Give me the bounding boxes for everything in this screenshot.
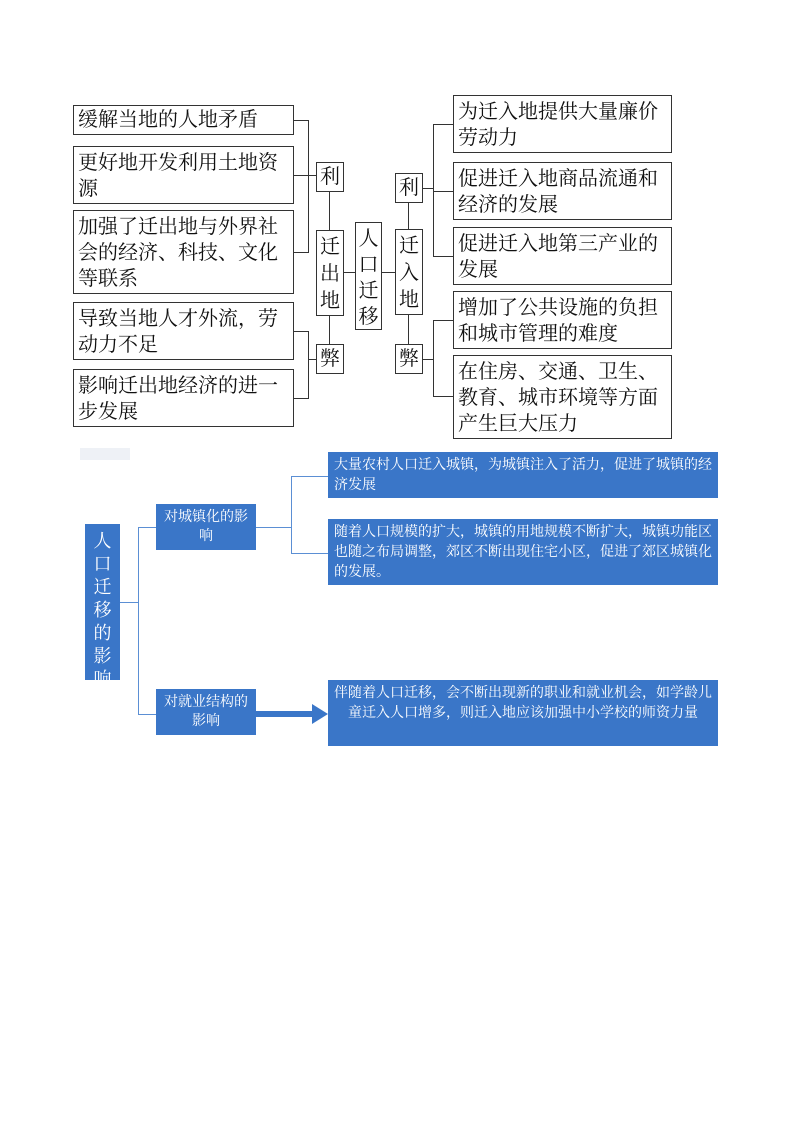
right-pro-label: 利 — [395, 173, 423, 203]
connector — [294, 252, 308, 253]
connector — [433, 191, 453, 192]
out-area-label: 迁出地 — [320, 234, 340, 312]
connector — [423, 359, 433, 360]
left-item-1: 缓解当地的人地矛盾 — [73, 105, 294, 135]
decorative-shadow — [80, 448, 130, 460]
connector — [294, 120, 308, 121]
right-con-label: 弊 — [395, 344, 423, 374]
connector — [308, 359, 316, 360]
leaf-suburban-expansion: 随着人口规模的扩大，城镇的用地规模不断扩大，城镇功能区也随之布局调整，郊区不断出现住宅小区，促进了郊区城镇化的发展。 — [328, 519, 718, 585]
connector — [329, 316, 330, 344]
connector — [138, 527, 139, 715]
connector — [423, 188, 433, 189]
connector — [138, 714, 156, 715]
branch-employment: 对就业结构的影响 — [156, 689, 256, 735]
connector — [408, 315, 409, 344]
right-item-5: 在住房、交通、卫生、教育、城市环境等方面产生巨大压力 — [453, 355, 672, 439]
connector — [294, 175, 308, 176]
connector — [433, 256, 453, 257]
connector — [308, 120, 309, 253]
center-label: 人口迁移 — [358, 226, 379, 328]
connector — [291, 476, 328, 477]
connector — [256, 711, 314, 717]
leaf-jobs-teachers: 伴随着人口迁移，会不断出现新的职业和就业机会，如学龄儿童迁入人口增多，则迁入地应该加强中小学校的师资力量 — [328, 680, 718, 746]
connector — [329, 192, 330, 230]
branch-urbanization: 对城镇化的影响 — [156, 504, 256, 550]
connector — [294, 398, 308, 399]
connector — [291, 553, 328, 554]
left-con-label: 弊 — [316, 344, 344, 374]
connector — [291, 476, 292, 554]
connector — [382, 272, 395, 273]
left-item-2: 更好地开发利用土地资源 — [73, 146, 294, 204]
connector — [308, 175, 316, 176]
connector — [344, 272, 355, 273]
left-item-4: 导致当地人才外流，劳动力不足 — [73, 302, 294, 360]
connector — [138, 527, 156, 528]
root-label: 人口迁移的影响 — [93, 531, 112, 690]
connector — [433, 320, 434, 397]
leaf-urban-vitality: 大量农村人口迁入城镇，为城镇注入了活力，促进了城镇的经济发展 — [328, 452, 718, 498]
connector — [433, 124, 453, 125]
connector — [294, 331, 308, 332]
root-box — [85, 524, 120, 690]
left-item-5: 影响迁出地经济的进一步发展 — [73, 369, 294, 427]
connector — [120, 602, 138, 603]
right-item-4: 增加了公共设施的负担和城市管理的难度 — [453, 291, 672, 349]
in-area-label: 迁入地 — [399, 233, 419, 311]
center-box — [355, 222, 382, 330]
left-item-3: 加强了迁出地与外界社会的经济、科技、文化等联系 — [73, 210, 294, 294]
right-item-3: 促进迁入地第三产业的发展 — [453, 227, 672, 285]
connector — [256, 527, 291, 528]
out-area-box — [316, 230, 344, 316]
left-pro-label: 利 — [316, 162, 344, 192]
right-item-1: 为迁入地提供大量廉价劳动力 — [453, 95, 672, 153]
connector — [308, 331, 309, 399]
in-area-box — [395, 229, 423, 315]
connector — [433, 396, 453, 397]
connector — [408, 203, 409, 229]
arrow-right-icon — [312, 704, 328, 724]
connector — [433, 320, 453, 321]
right-item-2: 促进迁入地商品流通和经济的发展 — [453, 162, 672, 220]
